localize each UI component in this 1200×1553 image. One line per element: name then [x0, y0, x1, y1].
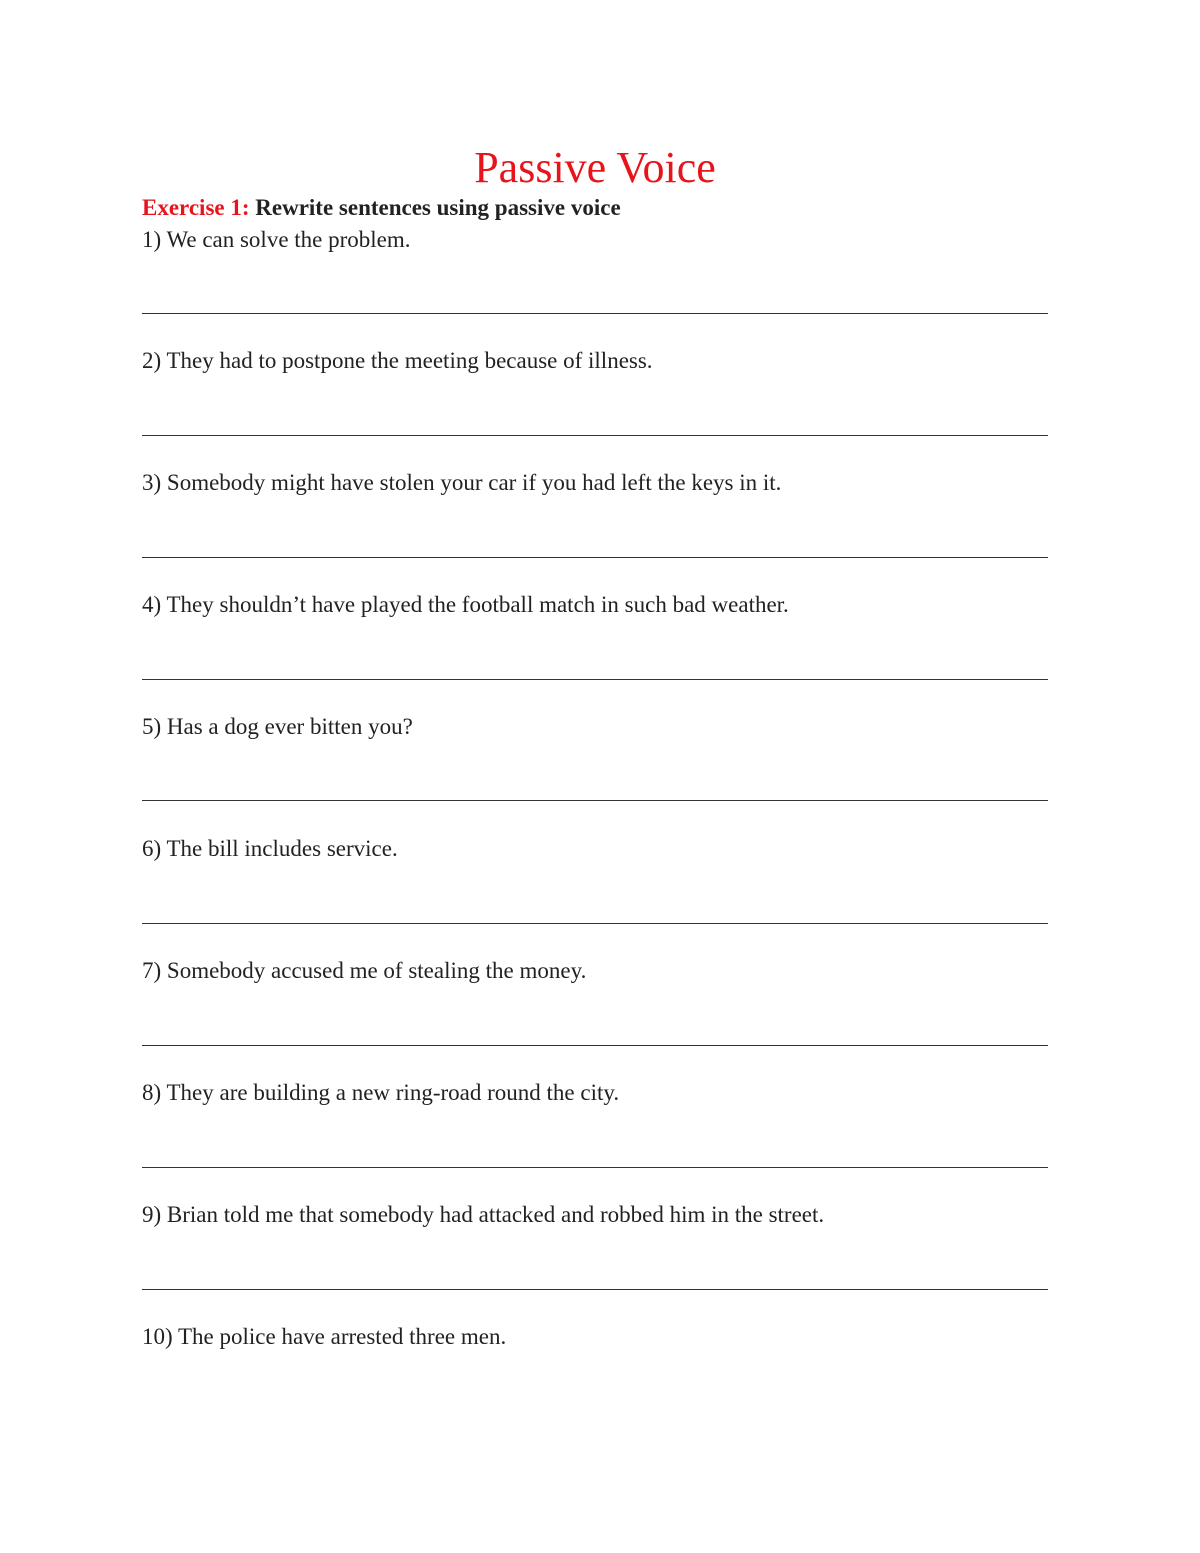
question-3: 3) Somebody might have stolen your car if you had left the keys in it.	[142, 470, 782, 495]
question-6: 6) The bill includes service.	[142, 836, 398, 861]
question-1: 1) We can solve the problem.	[142, 227, 411, 252]
exercise-instruction: Rewrite sentences using passive voice	[255, 195, 621, 220]
answer-line-4	[142, 679, 1048, 680]
answer-line-2	[142, 435, 1048, 436]
answer-line-9	[142, 1289, 1048, 1290]
question-7: 7) Somebody accused me of stealing the money.	[142, 958, 587, 983]
question-8: 8) They are building a new ring-road round the city.	[142, 1080, 620, 1105]
question-10: 10) The police have arrested three men.	[142, 1324, 507, 1349]
exercise-label: Exercise 1:	[142, 195, 250, 220]
exercise-heading	[142, 192, 621, 224]
answer-line-6	[142, 923, 1048, 924]
question-4: 4) They shouldn’t have played the football match in such bad weather.	[142, 592, 789, 617]
answer-line-1	[142, 313, 1048, 314]
answer-line-5	[142, 800, 1048, 801]
page-title: Passive Voice	[474, 143, 716, 192]
answer-line-7	[142, 1045, 1048, 1046]
question-5: 5) Has a dog ever bitten you?	[142, 714, 413, 739]
question-9: 9) Brian told me that somebody had attacked and robbed him in the street.	[142, 1202, 825, 1227]
answer-line-3	[142, 557, 1048, 558]
answer-line-8	[142, 1167, 1048, 1168]
question-2: 2) They had to postpone the meeting because of illness.	[142, 348, 653, 373]
